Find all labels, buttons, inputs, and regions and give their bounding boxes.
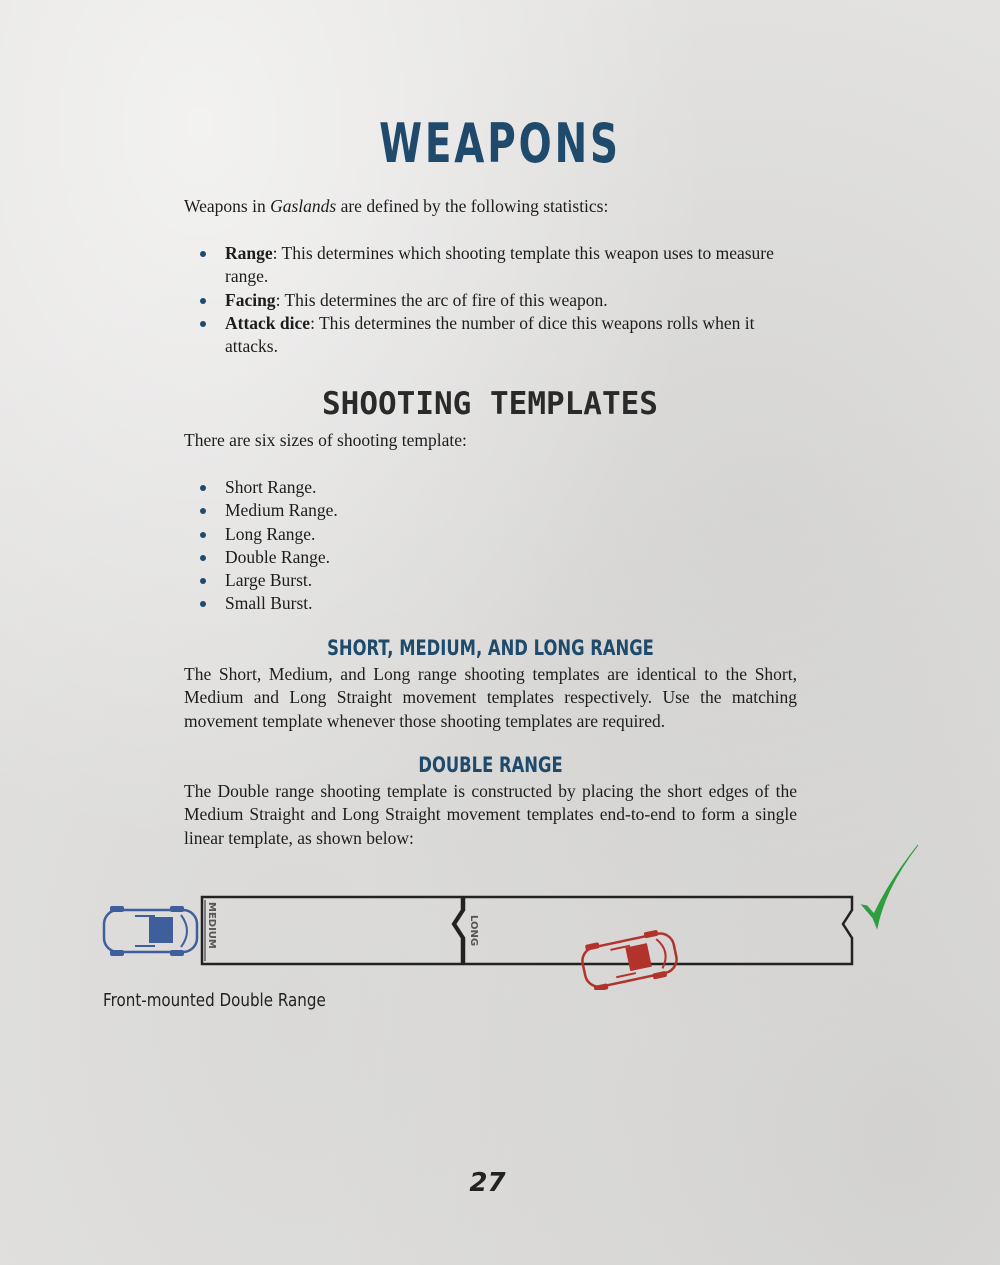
subsection-title-short-medium-long: SHORT, MEDIUM, AND LONG RANGE	[327, 636, 654, 660]
red-car-icon	[579, 927, 680, 990]
stat-desc: : This determines the arc of fire of this weapon.	[275, 289, 608, 310]
list-item: Medium Range.	[200, 499, 800, 522]
intro-paragraph	[184, 195, 797, 218]
list-item	[200, 312, 790, 359]
medium-template	[202, 897, 462, 964]
intro-text-before: Weapons in	[184, 196, 271, 216]
templates-intro: There are six sizes of shooting template:	[184, 430, 467, 450]
page-number: 27	[469, 1168, 506, 1198]
blue-car-icon	[104, 906, 197, 956]
check-icon	[862, 845, 918, 928]
list-item	[200, 242, 790, 289]
page-title: WEAPONS	[379, 112, 621, 175]
stat-term: Attack dice	[225, 312, 311, 333]
long-template-label: LONG	[468, 915, 479, 947]
medium-template-label: MEDIUM	[206, 902, 217, 949]
intro-game-name: Gaslands	[270, 196, 337, 216]
intro-text-after: are defined by the following statistics:	[336, 196, 609, 216]
double-range-diagram	[95, 840, 925, 990]
stats-list	[200, 242, 790, 358]
diagram-caption: Front-mounted Double Range	[103, 990, 326, 1011]
stat-desc: : This determines the number of dice this weapons rolls when it attacks.	[225, 312, 755, 357]
list-item: Small Burst.	[200, 592, 800, 615]
list-item: Large Burst.	[200, 569, 800, 592]
stat-desc: : This determines which shooting template this weapon uses to measure range.	[225, 243, 774, 287]
templates-list	[200, 476, 800, 616]
subsection-title-double-range: DOUBLE RANGE	[418, 753, 563, 777]
list-item: Long Range.	[200, 523, 800, 546]
stat-term: Facing	[225, 289, 276, 310]
subsection-body-double-range: The Double range shooting template is constructed by placing the short edges of the Medium Straight and Long Straight movement templates end-to-end to form a single linear template, as shown below:	[184, 781, 797, 848]
subsection-body-short-medium-long: The Short, Medium, and Long range shooting templates are identical to the Short, Medium and Long Straight movement templates respectively. Use the matching movement template whenever those shooting templates are required.	[184, 664, 797, 731]
list-item: Double Range.	[200, 546, 800, 569]
list-item: Short Range.	[200, 476, 800, 499]
section-title: SHOOTING TEMPLATES	[322, 386, 658, 422]
list-item	[200, 289, 790, 312]
stat-term: Range	[225, 243, 273, 263]
